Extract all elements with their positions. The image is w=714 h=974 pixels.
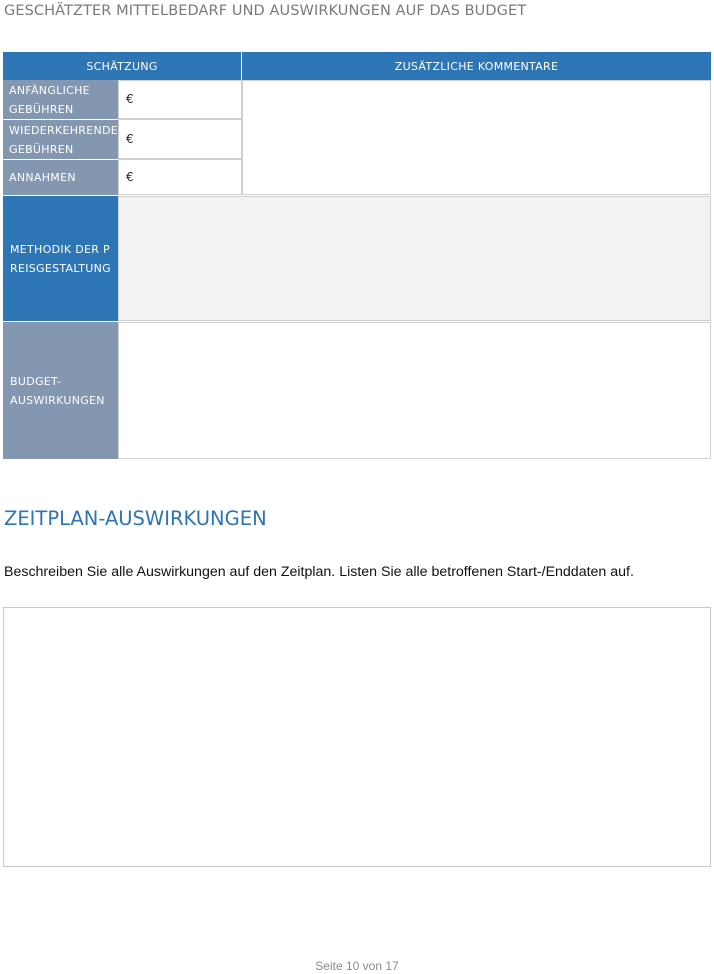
row-label-initial-fees	[3, 80, 118, 119]
header-comments: ZUSÄTZLICHE KOMMENTARE	[242, 52, 711, 80]
schedule-impact-field[interactable]	[3, 607, 711, 867]
row-label-assumptions	[3, 159, 118, 195]
value-assumptions[interactable]: €	[118, 159, 242, 195]
methodology-label	[3, 196, 118, 321]
budget-impact-field[interactable]	[118, 322, 711, 459]
schedule-instruction: Beschreiben Sie alle Auswirkungen auf den Zeitplan. Listen Sie alle betroffenen Start-/Enddaten auf.	[4, 564, 634, 580]
value-initial-fees[interactable]: €	[118, 80, 242, 119]
budget-impact-label	[3, 322, 118, 459]
row-label-initial-fees-text: ANFÄNGLICHE GEBÜHREN	[9, 83, 90, 116]
page-footer: Seite 10 von 17	[315, 959, 399, 973]
row-label-assumptions-text: ANNAHMEN	[9, 171, 76, 184]
header-estimate: SCHÄTZUNG	[3, 52, 241, 80]
methodology-field[interactable]	[118, 196, 711, 321]
methodology-label-text: METHODIK DER PREISGESTALTUNG	[10, 242, 112, 275]
page-heading: GESCHÄTZTER MITTELBEDARF UND AUSWIRKUNGEN AUF DAS BUDGET	[4, 3, 527, 19]
row-label-recurring-fees-text: WIEDERKEHRENDE GEBÜHREN	[9, 123, 119, 156]
row-label-recurring-fees	[3, 119, 118, 159]
comments-field[interactable]	[242, 80, 711, 195]
schedule-section-title: ZEITPLAN-AUSWIRKUNGEN	[4, 507, 267, 530]
budget-impact-label-text: BUDGET-AUSWIRKUNGEN	[10, 374, 105, 407]
value-recurring-fees[interactable]: €	[118, 119, 242, 159]
